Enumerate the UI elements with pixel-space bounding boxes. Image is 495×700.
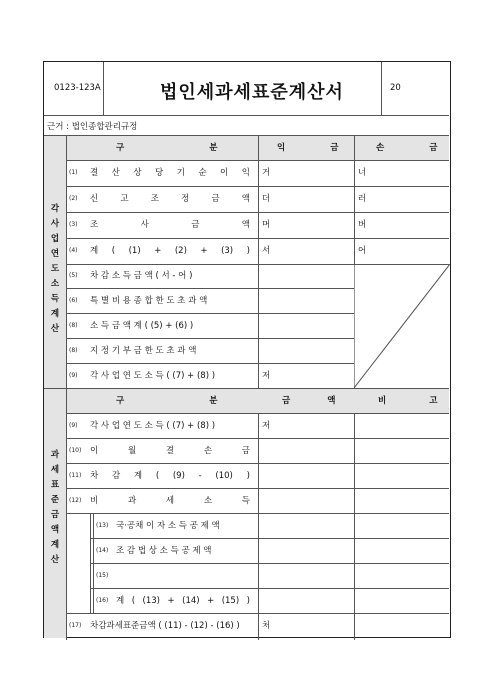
row-label: 비 과 세 소 득 — [90, 496, 250, 506]
category-header: 구 분 — [116, 143, 218, 153]
section2-side-label: 과 세 표 준 금 액 계 산 — [50, 450, 60, 565]
row-label: 차 감 계 ( (9) - (10) ) — [90, 471, 250, 481]
row-label: 각 사 업 연 도 소 득 ( (7) + (8) ) — [90, 371, 216, 381]
diagonal-strike — [354, 264, 450, 388]
row-label: 계 ( (13) + (14) + (15) ) — [116, 596, 250, 606]
form-title: 법인세과세표준계산서 — [160, 82, 344, 103]
row-label: 국·공채 이 자 소 득 공 제 액 — [116, 521, 220, 531]
row-label: 지 정 기 부 금 한 도 초 과 액 — [90, 346, 197, 356]
row-label: 조 감 법 상 소 득 공 제 액 — [116, 546, 212, 556]
basis-text: 근거 : 법인종합관리규정 — [47, 122, 138, 132]
loss-header: 손 금 — [376, 143, 438, 153]
row-label: 차감과세표준금액 ( (11) - (12) - (16) ) — [90, 621, 240, 631]
row-label: 이 월 결 손 금 — [90, 446, 250, 456]
row-label: 계 ( (1) + (2) + (3) ) — [90, 246, 250, 256]
row-label: 신 고 조 정 금 액 — [90, 194, 250, 204]
form-code: 0123-123A — [54, 83, 101, 93]
category-header-2: 구 분 — [116, 396, 218, 406]
section1-side-label: 각 사 업 연 도 소 득 계 산 — [50, 204, 60, 334]
row-label: 각 사 업 연 도 소 득 ( (7) + (8) ) — [90, 421, 216, 431]
note-header: 비 고 — [378, 396, 438, 406]
row-label: 차 감 소 득 금 액 ( 서 - 어 ) — [90, 271, 193, 281]
row-label: 조 사 금 액 — [90, 220, 250, 230]
row-label: 결 산 상 당 기 순 이 익 — [90, 168, 250, 178]
profit-header: 익 금 — [277, 143, 339, 153]
tax-form: 0123-123A 법인세과세표준계산서 20 근거 : 법인종합관리규정 각 사 업 연 도 소 득 계 산 구 분 익 금 손 금 (1) 결 산 상 당 기 순 이 익 거 너 (2) 신 고 조 정 금 액 더 러 (3) 조 사 금 액 머 버 (4) 계 ( (1) + (2) + (3) ) 서 어 (5) 차 감 소 득 금 액 ( 서 - 어 ) (6) 특 별 비 용 종 합 한 도 초 과 액 (8) 소 득 금 액 계 ( (5) + (6) ) (8) 지 정 기 부 금 한 도 초 과 액 (9) 각 사 업 연 도 소 득 ( (7) + (8) ) 저 과 세 표 준 금 액 계 산 구 분 금 액 비 고 (9) 각 사 업 연 도 소 득 ( (7) + (8) ) 저 (10) 이 월 결 손 금 (11) 차 감 계 ( (9) - (10) ) (12) 비 과 세 소 득 (13) 국·공채 이 자 소 득 공 제 액 (14) 조 감 법 상 소 득 공 제 액 (15) (16) 계 ( (13) + (14) + (15) ) (17) 차감과세표준금액 ( (11) - (12) - (16) ) 처 — [43, 61, 451, 638]
amount-header: 금 액 — [282, 396, 336, 406]
page-number: 20 — [390, 83, 401, 93]
row-label: 특 별 비 용 종 합 한 도 초 과 액 — [90, 296, 208, 306]
row-label: 소 득 금 액 계 ( (5) + (6) ) — [90, 321, 194, 331]
